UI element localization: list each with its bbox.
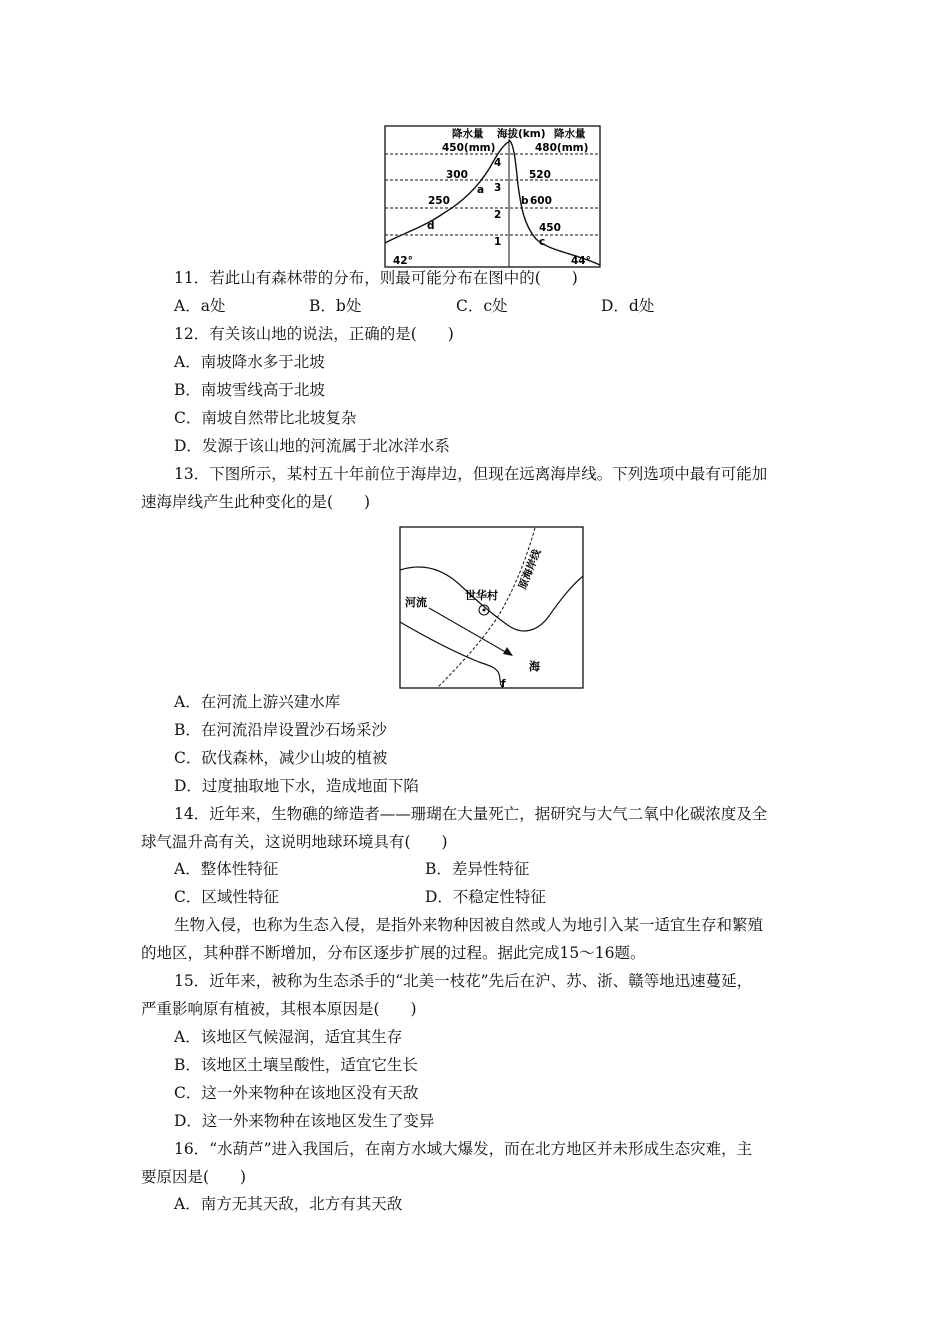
q13-option-c: C．砍伐森林，减少山坡的植被 [174,749,388,767]
q14-stem-line2: 球气温升高有关，这说明地球环境具有( ) [141,833,448,851]
q13-option-d: D．过度抽取地下水，造成地面下陷 [174,777,419,795]
sea-label: 海 [529,660,540,673]
q15-option-b: B．该地区土壤呈酸性，适宜它生长 [174,1056,418,1074]
river-flow-line [429,608,509,654]
right-value-600: 600 [530,195,552,207]
q13-option-b: B．在河流沿岸设置沙石场采沙 [174,721,387,739]
right-top-value: 480(mm) [535,142,589,154]
header-right-label: 降水量 [554,128,586,140]
point-a-label: a [477,184,485,196]
q11-option-a: A．a处 [174,297,226,315]
q15-stem-line1: 15．近年来，被称为生态杀手的“北美一枝花”先后在沪、苏、浙、赣等地迅速蔓延， [174,972,753,990]
q14-stem-line1: 14．近年来，生物礁的缔造者——珊瑚在大量死亡，据研究与大气二氧中化碳浓度及全 [174,805,768,823]
header-mid-label: 海拔(km) [497,128,546,140]
level-3-label: 3 [494,182,502,194]
q14-option-d: D．不稳定性特征 [425,888,546,906]
q12-option-c: C．南坡自然带比北坡复杂 [174,409,357,427]
right-value-450: 450 [539,222,561,234]
q16-option-a: A．南方无其天敌，北方有其天敌 [174,1195,403,1213]
latitude-left-label: 42° [393,255,413,267]
passage-line2: 的地区，其种群不断增加，分布区逐步扩展的过程。据此完成15～16题。 [141,944,646,962]
q13-option-a: A．在河流上游兴建水库 [174,693,341,711]
q12-stem: 12．有关该山地的说法，正确的是( ) [174,325,454,343]
q11-option-b: B．b处 [309,297,362,315]
latitude-right-label: 44° [571,255,591,267]
q15-stem-line2: 严重影响原有植被，其根本原因是( ) [141,1000,417,1018]
point-d-label: d [427,220,435,232]
village-marker-dot [483,609,486,612]
q14-option-c: C．区域性特征 [174,888,279,906]
q12-option-b: B．南坡雪线高于北坡 [174,381,325,399]
right-value-520: 520 [529,169,551,181]
point-b-label: b [521,195,529,207]
left-value-300: 300 [446,169,468,181]
q12-option-a: A．南坡降水多于北坡 [174,353,325,371]
q15-option-c: C．这一外来物种在该地区没有天敌 [174,1084,419,1102]
passage-line1: 生物入侵，也称为生态入侵，是指外来物种因被自然或人为地引入某一适宜生存和繁殖 [174,916,764,934]
q16-stem-line2: 要原因是( ) [141,1168,247,1186]
q13-stem-line1: 13．下图所示，某村五十年前位于海岸边，但现在远离海岸线。下列选项中最有可能加 [174,465,768,483]
river-flow-arrowhead [503,647,513,656]
mountain-profile-figure [384,125,602,270]
level-4-label: 4 [494,157,502,169]
mountain-profile-svg [384,125,602,270]
level-2-label: 2 [494,209,502,221]
mountain-profile-line [385,141,600,265]
coastline-map-svg [399,526,585,690]
q14-option-b: B．差异性特征 [425,860,530,878]
header-left-label: 降水量 [452,128,484,140]
q15-option-d: D．这一外来物种在该地区发生了变异 [174,1112,435,1130]
point-c-label: c [539,236,546,248]
point-f-label: f [501,678,506,690]
q16-stem-line1: 16．“水葫芦”进入我国后，在南方水域大爆发，而在北方地区并未形成生态灾难，主 [174,1140,753,1158]
level-1-label: 1 [494,236,502,248]
left-value-250: 250 [428,195,450,207]
coastline-map-figure [399,526,585,690]
left-top-value: 450(mm) [442,142,496,154]
village-label: 世华村 [465,589,498,602]
q11-option-d: D．d处 [601,297,655,315]
river-label: 河流 [405,596,427,609]
q13-stem-line2: 速海岸线产生此种变化的是( ) [141,493,371,511]
coastline-lower [400,622,503,688]
q14-option-a: A．整体性特征 [174,860,279,878]
q11-stem: 11．若此山有森林带的分布，则最可能分布在图中的( ) [174,269,578,287]
q15-option-a: A．该地区气候湿润，适宜其生存 [174,1028,403,1046]
original-coastline-label: 原海岸线 [516,547,544,592]
q11-option-c: C．c处 [456,297,508,315]
q12-option-d: D．发源于该山地的河流属于北冰洋水系 [174,437,450,455]
